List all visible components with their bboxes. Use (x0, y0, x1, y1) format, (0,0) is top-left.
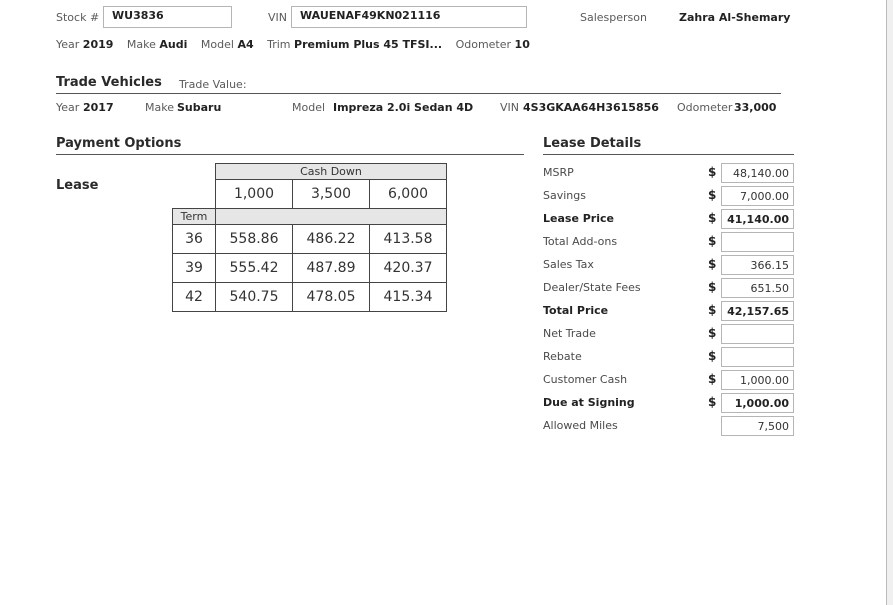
table-row (173, 283, 447, 312)
lease-title: Lease Details (543, 136, 642, 151)
lease-row-field[interactable] (721, 324, 794, 344)
lease-row-label: Total Add-ons (543, 235, 618, 248)
lease-row-label: Dealer/State Fees (543, 281, 641, 294)
trim-value: Premium Plus 45 TFSI... (294, 38, 443, 51)
stock-field[interactable]: WU3836 (103, 6, 232, 28)
payment-cell[interactable]: 558.86 (216, 225, 293, 254)
lease-row-label: Total Price (543, 304, 609, 317)
model-label: Model (200, 38, 234, 51)
lease-row-label: Due at Signing (543, 396, 635, 409)
dollar-sign: $ (708, 234, 717, 248)
term-value: 39 (173, 254, 216, 283)
dollar-sign: $ (708, 280, 717, 294)
payment-cell[interactable]: 420.37 (370, 254, 447, 283)
payment-cell[interactable]: 413.58 (370, 225, 447, 254)
trade-make-value: Subaru (177, 101, 222, 114)
grid-corner (173, 164, 216, 180)
vin-label: VIN (268, 11, 287, 24)
dollar-sign: $ (708, 326, 717, 340)
scrollbar[interactable] (886, 0, 893, 605)
payment-grid (172, 163, 447, 312)
payment-title: Payment Options (56, 136, 182, 151)
payment-cell[interactable]: 540.75 (216, 283, 293, 312)
make-label: Make (126, 38, 156, 51)
vehicle-info (56, 38, 530, 51)
year-value: 2019 (82, 38, 114, 51)
trade-make-label: Make (145, 101, 174, 114)
dollar-sign: $ (708, 188, 717, 202)
salesperson-label: Salesperson (580, 11, 647, 24)
lease-row-label: Lease Price (543, 212, 614, 225)
lease-row-label: MSRP (543, 166, 574, 179)
lease-row (543, 347, 794, 367)
term-value: 42 (173, 283, 216, 312)
vin-field[interactable]: WAUENAF49KN021116 (291, 6, 527, 28)
payment-cell[interactable]: 487.89 (293, 254, 370, 283)
odometer-label: Odometer (455, 38, 512, 51)
lease-row (543, 186, 794, 206)
trade-value-label: Trade Value: (179, 78, 247, 91)
term-header: Term (173, 209, 216, 225)
lease-row-field[interactable]: 366.15 (721, 255, 794, 275)
dollar-sign: $ (708, 303, 717, 317)
cash-down-option: 1,000 (216, 180, 293, 209)
trade-year-value: 2017 (83, 101, 114, 114)
cash-down-option: 3,500 (293, 180, 370, 209)
cash-down-option: 6,000 (370, 180, 447, 209)
lease-row-field[interactable]: 651.50 (721, 278, 794, 298)
lease-row-label: Allowed Miles (543, 419, 618, 432)
dollar-sign: $ (708, 257, 717, 271)
dollar-sign: $ (708, 372, 717, 386)
grid-corner (173, 180, 216, 209)
lease-row-field[interactable]: 1,000.00 (721, 393, 794, 413)
trade-year-label: Year (56, 101, 80, 114)
lease-row (543, 393, 794, 413)
lease-row-field[interactable]: 7,500 (721, 416, 794, 436)
payment-cell[interactable]: 555.42 (216, 254, 293, 283)
lease-row-field[interactable] (721, 347, 794, 367)
trade-model-value: Impreza 2.0i Sedan 4D (333, 101, 474, 114)
salesperson-value: Zahra Al-Shemary (679, 11, 791, 24)
cash-down-header: Cash Down (216, 164, 447, 180)
lease-row-field[interactable]: 48,140.00 (721, 163, 794, 183)
lease-row (543, 255, 794, 275)
lease-row-label: Net Trade (543, 327, 596, 340)
lease-row-label: Rebate (543, 350, 582, 363)
dollar-sign: $ (708, 395, 717, 409)
payment-type-label: Lease (56, 178, 99, 193)
trade-model-label: Model (292, 101, 326, 114)
model-value: A4 (237, 38, 254, 51)
lease-row (543, 209, 794, 229)
trade-divider (56, 93, 781, 94)
year-label: Year (56, 38, 80, 51)
dollar-sign: $ (708, 211, 717, 225)
lease-divider (543, 154, 794, 155)
term-value: 36 (173, 225, 216, 254)
lease-row (543, 301, 794, 321)
lease-row-label: Sales Tax (543, 258, 594, 271)
dollar-sign: $ (708, 165, 717, 179)
lease-row-field[interactable]: 41,140.00 (721, 209, 794, 229)
lease-row-field[interactable]: 42,157.65 (721, 301, 794, 321)
payment-cell[interactable]: 415.34 (370, 283, 447, 312)
table-row (173, 225, 447, 254)
make-value: Audi (159, 38, 188, 51)
payment-cell[interactable]: 486.22 (293, 225, 370, 254)
lease-row (543, 324, 794, 344)
lease-row (543, 232, 794, 252)
trade-odometer-label: Odometer (677, 101, 733, 114)
dollar-sign: $ (708, 349, 717, 363)
lease-row (543, 370, 794, 390)
payment-cell[interactable]: 478.05 (293, 283, 370, 312)
trade-vin-label: VIN (500, 101, 519, 114)
lease-row (543, 163, 794, 183)
lease-row (543, 416, 794, 436)
payment-divider (56, 154, 524, 155)
lease-row-label: Customer Cash (543, 373, 628, 386)
trade-odometer-value: 33,000 (734, 101, 777, 114)
trim-label: Trim (267, 38, 291, 51)
table-row (173, 254, 447, 283)
lease-row-label: Savings (543, 189, 586, 202)
lease-row-field[interactable]: 7,000.00 (721, 186, 794, 206)
term-header-spacer (216, 209, 447, 225)
stock-label: Stock # (56, 11, 100, 24)
lease-row (543, 278, 794, 298)
odometer-value: 10 (514, 38, 530, 51)
trade-title: Trade Vehicles (56, 75, 162, 90)
lease-row-field[interactable]: 1,000.00 (721, 370, 794, 390)
lease-row-field[interactable] (721, 232, 794, 252)
trade-vin-value: 4S3GKAA64H3615856 (523, 101, 659, 114)
